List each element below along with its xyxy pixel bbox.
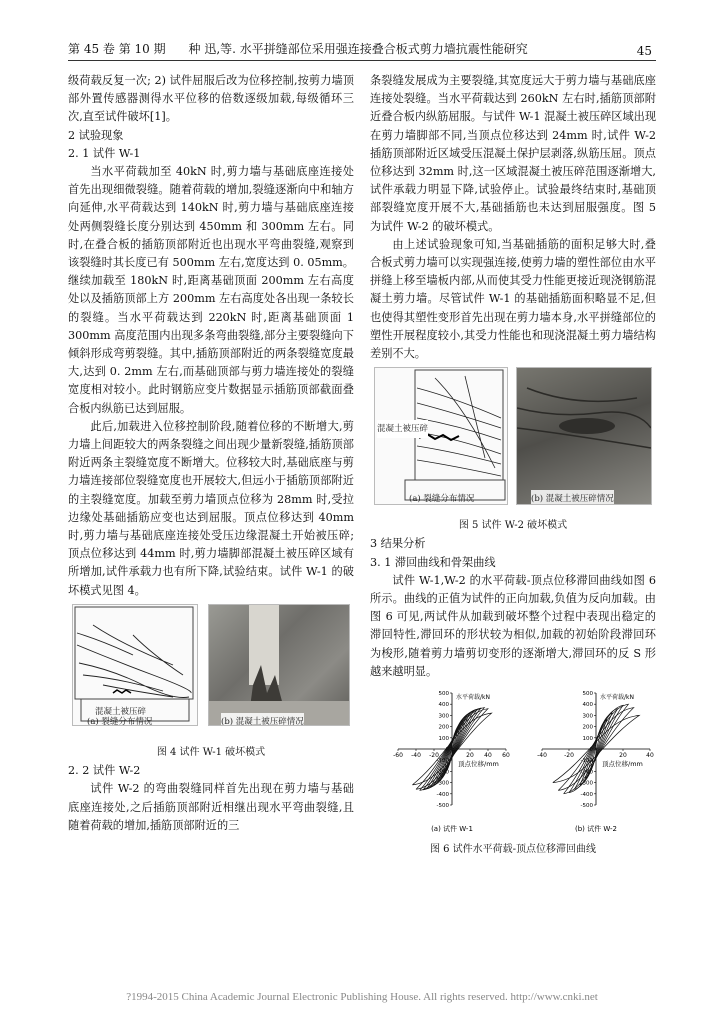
- header-left: [68, 40, 528, 57]
- x-axis-label: 顶点位移/mm: [602, 759, 643, 768]
- x-tick-label: -60: [393, 752, 403, 760]
- running-header: [68, 38, 656, 61]
- y-tick-label: -400: [580, 791, 593, 798]
- paragraph: 条裂缝发展成为主要裂缝,其宽度远大于剪力墙与基础底座连接处裂缝。当水平荷载达到 260kN 左右时,插筋顶部附近叠合板内纵筋屈服。与试件 W-1 混凝土被压碎区域出现在剪力墙脚部不同,当顶点位移达到 24mm 时,试件 W-2 插筋顶部附近区域受压混凝土保护层剥落,纵筋压屈。顶点位移达到 32mm 时,这一区域混凝土被压碎范围逐渐增大,试件承载力明显下降,试验停止。试验最终结束时,基础顶部裂缝宽度开展不大,基础插筋也未达到屈服强度。图 5 为试件 W-2 的破坏模式。: [370, 74, 657, 233]
- figure-4b-label: (b) 混凝土被压碎情况: [221, 713, 304, 726]
- y-tick-label: -200: [436, 769, 449, 776]
- figure-5a-label: (a) 裂缝分布情况: [409, 494, 475, 505]
- figure-4: [68, 604, 354, 742]
- x-tick-label: 40: [484, 752, 492, 760]
- chart-subtitle: (b) 试件 W-2: [575, 825, 617, 834]
- y-tick-label: 200: [438, 724, 449, 731]
- crushed-concrete-label: 混凝土被压碎: [377, 420, 428, 438]
- crushed-concrete-photo: [209, 605, 349, 725]
- y-tick-label: -100: [436, 758, 449, 765]
- paragraph: 由上述试验现象可知,当基础插筋的面积足够大时,叠合板式剪力墙可以实现强连接,使剪力墙的塑性部位由水平拼缝上移至墙板内部,从而使其受力性能更接近现浇钢筋混凝土剪力墙。尽管试件 W-1 的基础插筋面积略显不足,但也使得其塑性变形首先出现在剪力墙本身,水平拼缝部位的塑性开展程度较小,其受力性能也和现浇混凝土剪力墙结构差别不大。: [370, 237, 656, 361]
- figure-5a-crack-sketch: [374, 367, 508, 505]
- left-column: [68, 72, 354, 835]
- right-column: [370, 72, 656, 859]
- paragraph: 当水平荷载加至 40kN 时,剪力墙与基础底座连接处首先出现细微裂缝。随着荷载的增加,裂缝逐渐向中和轴方向延伸,水平荷载达到 140kN 时,剪力墙与基础底座连接处两侧裂缝长度分别达到 450mm 和 300mm 左右。同时,在叠合板的插筋顶部附近也出现水平弯曲裂缝,观察到该裂缝时其长度已有 500mm 左右,宽度达到 0. 05mm。继续加载至 180kN 时,距离基础顶面 200mm 左右高度处以及插筋顶部上方 200mm 左右高度处各出现一条较长的裂缝。当水平荷载达到 220kN 时,距离基础顶面 1 300mm 高度范围内出现多条弯曲裂缝,部分主要裂缝向下倾斜形成弯剪裂缝。其中,插筋顶部附近的两条裂缝宽度最大,达到 0. 2mm 左右,而基础顶部与剪力墙连接处的裂缝宽度相对较小。此时钢筋应变片数据显示插筋顶部截面叠合板内纵筋已达到屈服。: [68, 165, 354, 415]
- figure-4b-photo: [208, 604, 350, 726]
- x-tick-label: -20: [429, 752, 439, 760]
- x-tick-label: -40: [411, 752, 421, 760]
- y-tick-label: -500: [580, 803, 593, 810]
- paragraph: 级荷载反复一次; 2) 试件屈服后改为位移控制,按剪力墙顶部外置传感器测得水平位移的倍数逐级加载,每级循环三次,直至试件破坏[1]。: [68, 74, 354, 124]
- page-number: 45: [636, 44, 652, 58]
- header-title: 水平拼缝部位采用强连接叠合板式剪力墙抗震性能研究: [239, 42, 528, 56]
- x-tick-label: 20: [619, 752, 627, 760]
- hysteresis-chart-w2: [514, 685, 656, 835]
- figure-4a-label: (a) 裂缝分布情况: [87, 716, 153, 726]
- x-tick-label: -20: [564, 752, 574, 760]
- y-tick-label: -300: [580, 780, 593, 787]
- paragraph: 试件 W-2 的弯曲裂缝同样首先出现在剪力墙与基础底座连接处,之后插筋顶部附近相继出现水平弯曲裂缝,且随着荷载的增加,插筋顶部附近的三: [68, 782, 354, 832]
- section-heading: 3 结果分析: [370, 537, 426, 551]
- hysteresis-chart-w1: [370, 685, 512, 835]
- y-tick-label: 200: [582, 724, 593, 731]
- y-tick-label: -400: [436, 791, 449, 798]
- y-tick-label: 300: [582, 713, 593, 720]
- x-tick-label: 60: [502, 752, 510, 760]
- y-tick-label: -500: [436, 803, 449, 810]
- journal-volume: 第 45 卷 第 10 期: [68, 42, 166, 56]
- y-tick-label: 100: [582, 735, 593, 742]
- y-tick-label: 400: [438, 702, 449, 709]
- y-tick-label: 0: [445, 747, 449, 754]
- x-axis-label: 顶点位移/mm: [458, 759, 499, 768]
- crushed-concrete-label: 混凝土被压碎: [95, 706, 147, 717]
- y-tick-label: -100: [580, 758, 593, 765]
- figure-4a-crack-sketch: [72, 604, 198, 726]
- chart-subtitle: (a) 试件 W-1: [431, 825, 473, 834]
- figure-5b-label: (b) 混凝土被压碎情况: [531, 490, 614, 505]
- figure-5-caption: 图 5 试件 W-2 破坏模式: [458, 520, 568, 532]
- subsection-heading: 2. 2 试件 W-2: [68, 764, 141, 778]
- x-tick-label: -40: [537, 752, 547, 760]
- y-tick-label: 400: [582, 702, 593, 709]
- subsection-heading: 3. 1 滞回曲线和骨架曲线: [370, 555, 496, 569]
- y-tick-label: -300: [436, 780, 449, 787]
- x-tick-label: 20: [466, 752, 474, 760]
- y-tick-label: 0: [589, 747, 593, 754]
- figure-6: [370, 685, 656, 839]
- figure-5: [370, 367, 656, 515]
- x-tick-label: 40: [646, 752, 654, 760]
- crushed-concrete-photo: [517, 368, 651, 504]
- y-tick-label: -200: [580, 769, 593, 776]
- y-tick-label: 300: [438, 713, 449, 720]
- paragraph: 试件 W-1,W-2 的水平荷载-顶点位移滞回曲线如图 6 所示。曲线的正值为试件的正向加载,负值为反向加载。由图 6 可见,两试件从加载到破坏整个过程中表现出稳定的滞回特性,滞回环的形状较为相似,加载的初始阶段滞回环为梭形,随着剪力墙剪切变形的逐渐增大,滞回环的反 S 形越来越明显。: [370, 573, 656, 678]
- figure-5b-photo: [516, 367, 652, 505]
- figure-6-caption: 图 6 试件水平荷载-顶点位移滞回曲线: [429, 844, 597, 856]
- y-axis-label: 水平荷载/kN: [600, 694, 634, 702]
- copyright-footer: ?1994-2015 China Academic Journal Electronic Publishing House. All rights reserved. http://www.cnki.net: [126, 991, 598, 1003]
- y-tick-label: 500: [438, 691, 449, 698]
- y-tick-label: 500: [582, 691, 593, 698]
- y-axis-label: 水平荷载/kN: [456, 694, 490, 702]
- y-tick-label: 100: [438, 735, 449, 742]
- figure-4-caption: 图 4 试件 W-1 破坏模式: [156, 746, 266, 758]
- header-authors: 种 迅,等.: [188, 42, 236, 56]
- paragraph: 此后,加载进入位移控制阶段,随着位移的不断增大,剪力墙上间距较大的两条裂缝之间出现少量新裂缝,插筋顶部附近两条主裂缝宽度不断增大。位移较大时,基础底座与剪力墙连接部位裂缝宽度也开展较大,但远小于插筋顶部附近的主裂缝宽度。加载至剪力墙顶点位移为 28mm 时,受拉边缘处基础插筋应变也达到屈服。顶点位移达到 40mm 时,剪力墙与基础底座连接处受压边缘混凝土开始被压碎;顶点位移达到 44mm 时,剪力墙脚部混凝土被压碎区域有所增加,试件承载力也有所下降,试验结束。试件 W-1 的破坏模式见图 4。: [68, 419, 354, 597]
- subsection-heading: 2. 1 试件 W-1: [68, 146, 141, 160]
- section-heading: 2 试验现象: [68, 128, 124, 142]
